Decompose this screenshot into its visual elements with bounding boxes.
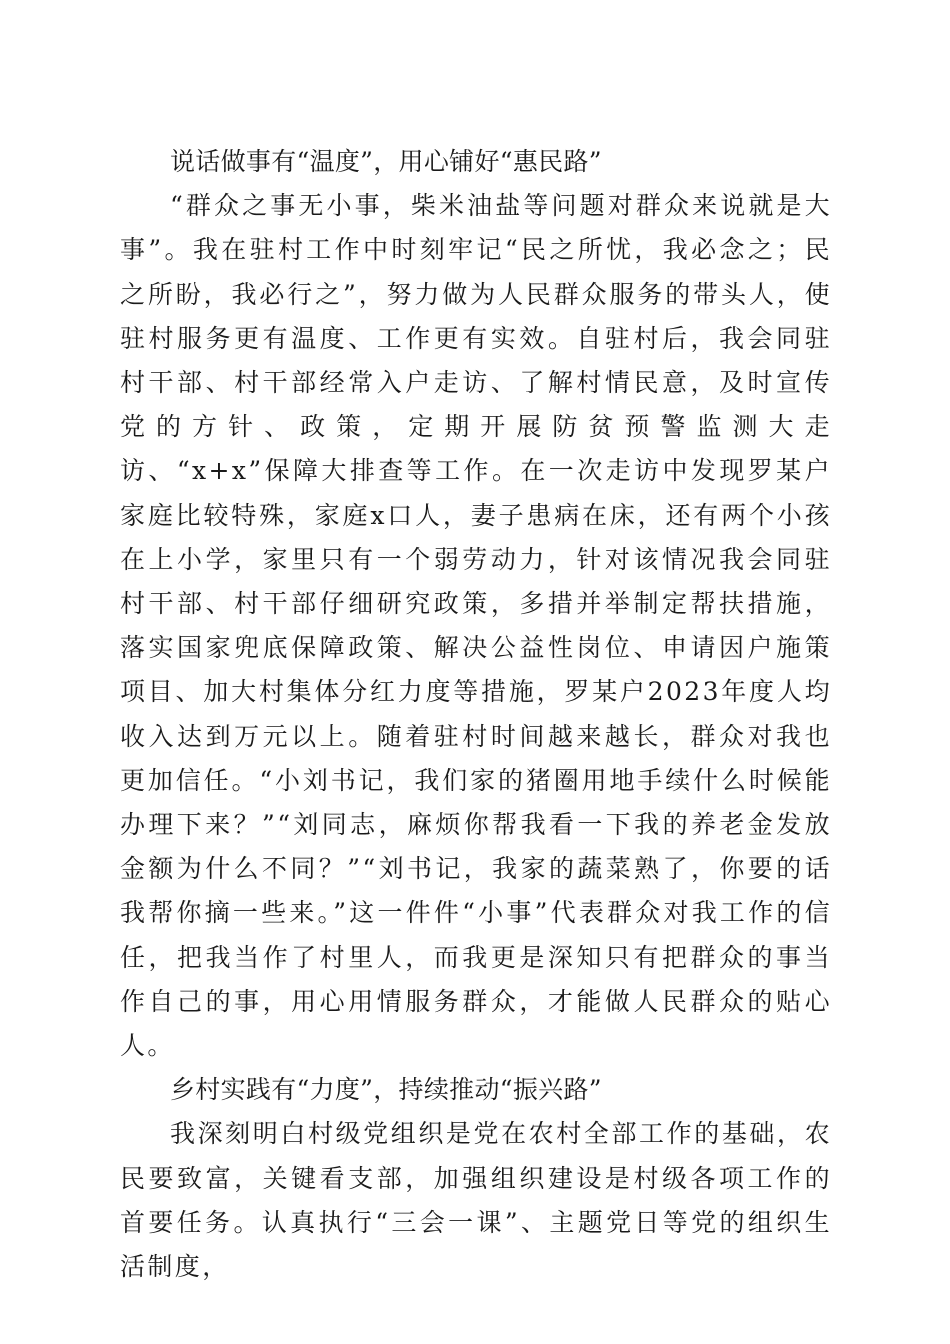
section-heading-strength: 乡村实践有“力度”，持续推动“振兴路”	[170, 1075, 602, 1105]
body-paragraph-strength: 我深刻明白村级党组织是党在农村全部工作的基础，农民要致富，关键看支部，加强组织建设是村级各项工作的首要任务。认真执行“三会一课”、主题党日等党的组织生活制度，	[120, 1119, 832, 1282]
section-heading-warmth: 说话做事有“温度”，用心铺好“惠民路”	[170, 147, 602, 176]
body-paragraph-warmth: “群众之事无小事，柴米油盐等问题对群众来说就是大事”。我在驻村工作中时刻牢记“民之所忧，我必念之；民之所盼，我必行之”，努力做为人民群众服务的带头人，使驻村服务更有温度、工作更有实效。自驻村后，我会同驻村干部、村干部经常入户走访、了解村情民意，及时宣传党的方针、政策，定期开展防贫预警监测大走访、“x+x”保障大排查等工作。在一次走访中发现罗某户家庭比较特殊，家庭x口人，妻子患病在床，还有两个小孩在上小学，家里只有一个弱劳动力，针对该情况我会同驻村干部、村干部仔细研究政策，多措并举制定帮扶措施，落实国家兜底保障政策、解决公益性岗位、申请因户施策项目、加大村集体分红力度等措施，罗某户2023年度人均收入达到万元以上。随着驻村时间越来越长，群众对我也更加信任。“小刘书记，我们家的猪圈用地手续什么时候能办理下来？”“刘同志，麻烦你帮我看一下我的养老金发放金额为什么不同？”“刘书记，我家的蔬菜熟了，你要的话我帮你摘一些来。”这一件件“小事”代表群众对我工作的信任，把我当作了村里人，而我更是深知只有把群众的事当作自己的事，用心用情服务群众，才能做人民群众的贴心人。	[120, 191, 832, 1061]
document-body	[120, 140, 832, 1289]
